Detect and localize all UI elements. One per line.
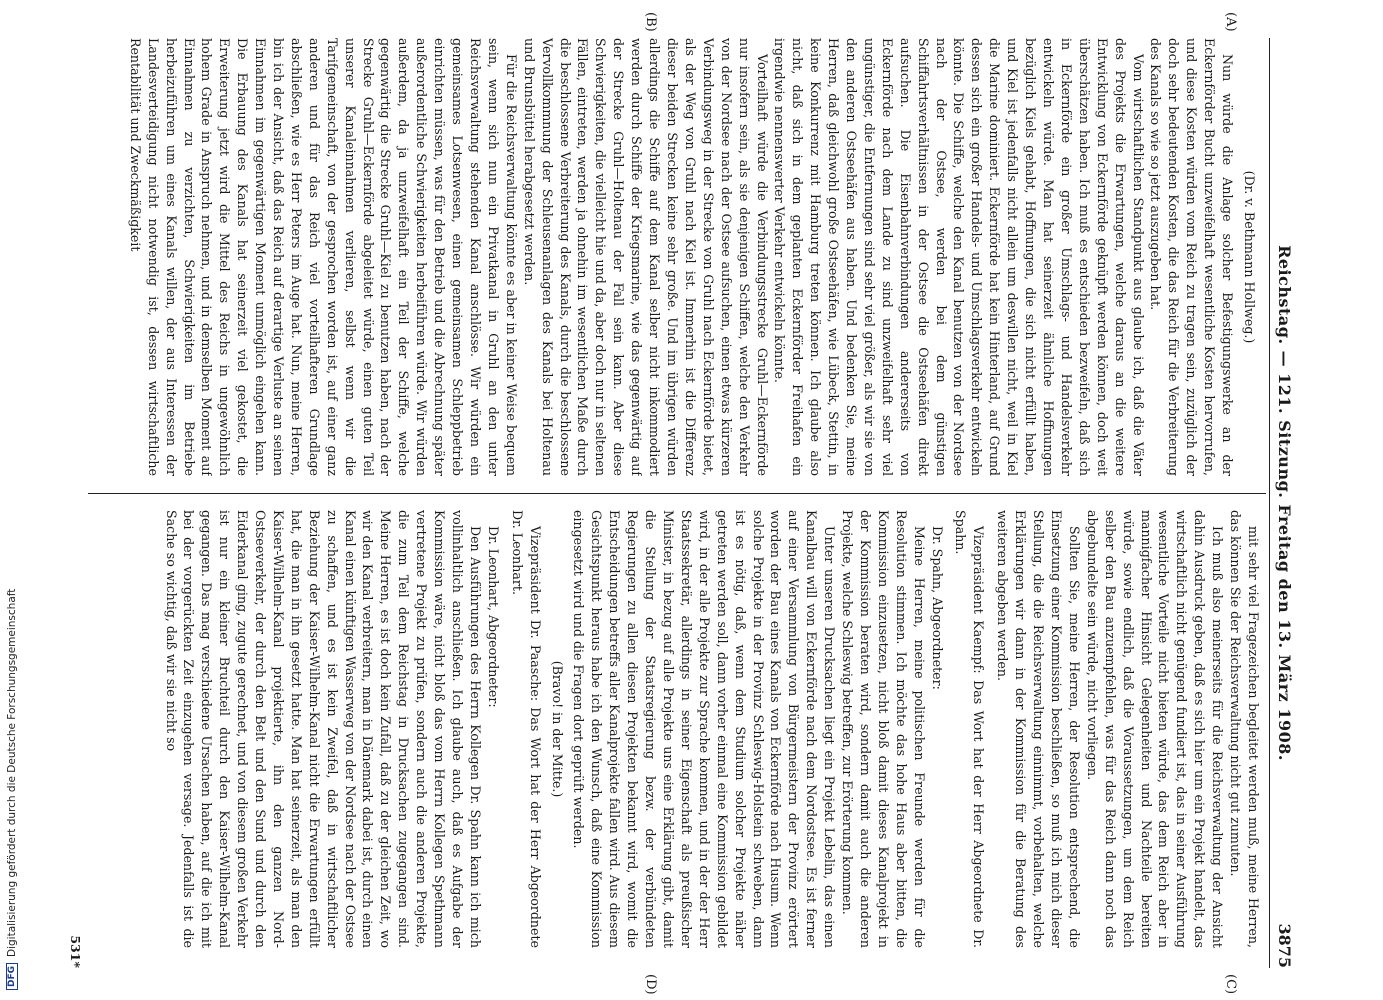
digitization-credit <box>6 0 20 990</box>
margin-marker-c: (C) <box>1223 974 1238 995</box>
dfg-logo: DFG <box>6 963 18 990</box>
digitization-credit-text: Digitalisierung gefördert durch die Deutsche Forschungsgemeinschaft <box>6 588 18 957</box>
left-paragraph: Vorteilhaft würde die Verbindungsstrecke Gruhl—Eckernförde nur insofern sein, als sie denjenigen Schiffen, welche den Verkehr von der Nordsee nach der Ostsee aufsuchen, einen etwas kürzeren Verbindungsweg in der Strecke von Gruhl nach Eckernförde bietet, als der Weg von Gruhl nach Kiel ist. Immerhin ist die Differenz dieser beiden Strecken keine sehr große. Und im übrigen würden allerdings die Schiffe auf dem Kanal selber nicht inkommodiert werden durch Schiffe der Kriegsmarine, wie das gegenwärtig auf der Strecke Gruhl—Holtenau der Fall sein kann. Aber diese Schwierigkeiten, die vielleicht hie und da, aber doch nur in seltenen Fällen, eintreten, werden ja ohnehin im wesentlichen Maße durch die beschlossene Verbreiterung des Kanals, durch die beschlossene Vervollkommnung der Schleusenanlagen des Kanals bei Holtenau und Brunsbüttel herabgesetzt werden. <box>521 38 770 476</box>
leonhart-paragraph: Den Ausführungen des Herrn Kollegen Dr. Spahn kann ich mich vollinhaltlich anschließen. Ich glaube auch, daß es Aufgabe der Kommission wäre, nicht bloß das vom Herrn Kollegen Spethmann vertretene Projekt zu prüfen, sondern auch die anderen Projekte, die zum Teil dem Reichstag in Drucksachen zugegangen sind. Meine Herren, es ist doch kein Zufall, daß zu der gleichen Zeit, wo wir den Kanal verbreitern, man in Dänemark dabei ist, durch einen Kanal einen künftigen Wasserweg von der Nordsee nach der Ostsee zu schaffen, und es ist kein Zweifel, daß in wirtschaftlicher Beziehung der Kaiser-Wilhelm-Kanal nicht die Erwartungen erfüllt hat, die man in ihn gesetzt hatte. Man hat seinerzeit, als man den Kaiser-Wilhelm-Kanal projektierte, ihn den ganzen Nord-Ostseeverkehr, der durch den Belt und den Sund und durch den Eiderkanal ging, zugute gerechnet, und von diesem großen Verkehr ist nur ein kleiner Bruchteil durch den Kaiser-Wilhelm-Kanal gegangen. Das mag verschiedene Ursachen haben, auf die ich mit bei der vorgerückten Zeit einzugehen versage. Jedenfalls ist die Sache so wichtig, daß wir sie nicht so <box>163 510 483 948</box>
right-column <box>87 510 1262 948</box>
column-divider <box>88 493 1266 494</box>
spahn-paragraph: Meine Herren, meine politischen Freunde werden für die Resolution stimmen. Ich möchte das hohe Haus aber bitten, die Kommission einzusetzen, nicht bloß damit dieses Kanalprojekt in der Kommission beraten wird, sondern damit auch die anderen Projekte, welche Schleswig betreffen, zur Erörterung kommen. <box>840 510 927 948</box>
page-signature: 531* <box>68 935 83 968</box>
right-paragraph: mit sehr viel Fragezeichen begleitet werden muß, meine Herren, das können Sie der Reichsverwaltung nicht gut zumuten. <box>1228 510 1261 948</box>
header-title: Reichstag. — 121. Sitzung. Freitag den 13. März 1908. <box>1275 245 1294 761</box>
speaker-head-bethmann: (Dr. v. Bethmann Hollweg.) <box>1242 170 1257 344</box>
right-paragraph: Ich muß also meinerseits für die Reichsverwaltung der Ansicht dahin Ausdruck geben, daß es sich hier um ein Projekt handelt, das wirtschaftlich nicht genügend fundiert ist, das in seiner Ausführung wesentliche Vorteile nicht bieten würde, das dem Reich aber in mannigfacher Hinsicht Gelegenheiten und Nachteile bereiten würde, sowie endlich, daß die Voraussetzungen, um dem Reich selber den Bau anzuempfehlen, was für das Reich dann noch das abgebundelte sein würde, nicht vorliegen. <box>1084 510 1226 948</box>
interjection-bravo: (Bravo! in der Mitte.) <box>549 660 565 798</box>
header-rule <box>1269 38 1270 968</box>
left-paragraph: Vom wirtschaftlichen Standpunkt aus glaube ich, daß die Väter des Projekts die Erwartungen, welche daraus an die weitere Entwicklung von Eckernförde geknüpft werden können, doch weit überschätzen haben. Ich muß es entschieden bezweifeln, daß sich in Eckernförde ein großer Umschlags- und Handelsverkehr entwickeln würde. Man hat seinerzeit ähnliche Hoffnungen bezüglich Kiels gehabt, Hoffnungen, die sich nicht erfüllt haben, und Kiel ist jedenfalls nicht allein um deswillen nicht, weil in Kiel die Marine dominiert. Eckernförde hat kein Hinterland, auf Grund dessen sich ein großer Handels- und Umschlagsverkehr entwickeln könnte. Die Schiffe, welche den Kanal benutzen von der Nordsee nach der Ostsee, werden bei dem günstigen Schiffahrtsverhältnissen in der Ostsee die Ostseehäfen direkt aufsuchen. Die Eisenbahnverbindungen andererseits von Eckernförde nach dem Lande zu sind unzweifelhaft sehr viel ungünstiger, die Entfernungen sind sehr viel größer, als wir sie von den anderen Ostseehäfen aus haben. Und bedenken Sie, meine Herren, daß gleichwohl große Ostseehäfen, wie Lübeck, Stettin, in keine Konkurrenz mit Hamburg treten können. Ich glaube also nicht, daß sich in dem geplanten Eckernförder Freihafen ein irgendwie nennenswerter Verkehr entwickeln könnte. <box>772 38 1146 476</box>
president-line-paasche: Vizepräsident Dr. Paasche: Das Wort hat der Herr Abgeordnete Dr. Leonhart. <box>509 510 543 948</box>
left-paragraph: Für die Reichsverwaltung könnte es aber in keiner Weise bequem sein, wenn sich nun ein Privatkanal in Gruhl an den unter Reichsverwaltung stehenden Kanal anschlösse. Wir würden ein gemeinsames Lotsenwesen, einen gemeinsamen Schleppbetrieb einrichten müssen, was für den Betrieb und die Abrechnung später außerordentliche Schwierigkeiten herbeiführen würde. Wir würden außerdem, da ja unzweifelhaft ein Teil der Schiffe, welche gegenwärtig die Strecke Gruhl—Kiel zu benutzen haben, nach der Strecke Gruhl—Eckernförde abgeleitet würde, einen guten Teil unserer Kanaleinnahmen verlieren, selbst wenn wir die Tarifgemeinschaft, von der gesprochen worden ist, auf einer ganz anderen und für das Reich viel vorteilhafteren Grundlage abschließen, wie es Herr Peters im Auge hat. Nun, meine Herren, bin ich der Ansicht, daß das Reich auf derartige Verluste an seinen Einnahmen im gegenwärtigen Moment unmöglich eingehen kann. Die Erbauung des Kanals hat seinerzeit viel gekostet, die Erweiterung jetzt wird die Mittel des Reichs in ungewöhnlich hohem Grade in Anspruch nehmen, und in demselben Moment auf Einnahmen zu verzichten, Schwierigkeiten im Betriebe herbeizuführen um eines Kanals willen, der aus Interessen der Landesverteidigung nicht notwendig ist, dessen wirtschaftliche Rentabilität und Zweckmäßigkeit <box>127 38 519 476</box>
left-paragraph: Nun würde die Anlage solcher Befestigungswerke an der Eckernförder Bucht unzweifelhaft wesentliche Kosten hervorrufen, und diese Kosten würden vom Reich zu tragen sein, zuzüglich der doch sehr bedeutenden Kosten, die das Reich für die Verbreiterung des Kanals so wie so jetzt auszugeben hat. <box>1148 38 1236 476</box>
speaker-head-leonhart: Dr. Leonhart, Abgeordneter: <box>485 526 501 708</box>
margin-marker-b: (B) <box>643 12 658 32</box>
margin-marker-a: (A) <box>1223 12 1238 32</box>
page-number: 3875 <box>1275 923 1294 968</box>
margin-marker-d: (D) <box>643 974 658 995</box>
speaker-head-spahn: Dr. Spahn, Abgeordneter: <box>929 526 945 690</box>
rotated-newspaper-page <box>68 12 1298 995</box>
left-column <box>87 38 1262 476</box>
spahn-paragraph: Unter unseren Drucksachen liegt ein Projekt Lebelin, das einen Kanalbau will von Eckernförde nach dem Nordostsee. Es ist ferner auf einer Versammlung von Bürgermeistern der Provinz erörtert worden der Bau eines Kanals von Eckernförde nach Husum. Wenn solche Projekte in der Provinz Schleswig-Holstein schweben, dann ist es nötig, daß, wenn dem Studium solcher Projekte näher getreten werden soll, dann vorher einmal eine Kommission gebildet wird, in der alle Projekte zur Sprache kommen, und in der der Herr Staatssekretär, allerdings in seiner Eigenschaft als preußischer Minister, in bezug auf alle Projekte uns eine Erklärung gibt, damit die Stellung der Staatsregierung bezw. der verbündeten Regierungen zu allen diesen Projekten bekannt wird, womit die Entscheidungen betreffs aller Kanalprojekte fallen wird. Aus diesem Gesichtspunkt heraus habe ich den Wunsch, daß eine Kommission eingesetzt wird und die Fragen dort geprüft werden. <box>571 510 838 948</box>
page-header <box>1272 38 1298 968</box>
president-line-kaempf: Vizepräsident Kaempf: Das Wort hat der Herr Abgeordnete Dr. Spahn. <box>953 510 987 948</box>
right-paragraph: Sollten Sie, meine Herren, der Resolution entsprechend, die Einsetzung einer Kommission beschließen, so muß ich mich dieser Stellung, die die Reichsverwaltung einnimmt, vorbehalten, welche Erklärungen wir dann in der Kommission für die Beratung des weiteren abgeben werden. <box>995 510 1082 948</box>
